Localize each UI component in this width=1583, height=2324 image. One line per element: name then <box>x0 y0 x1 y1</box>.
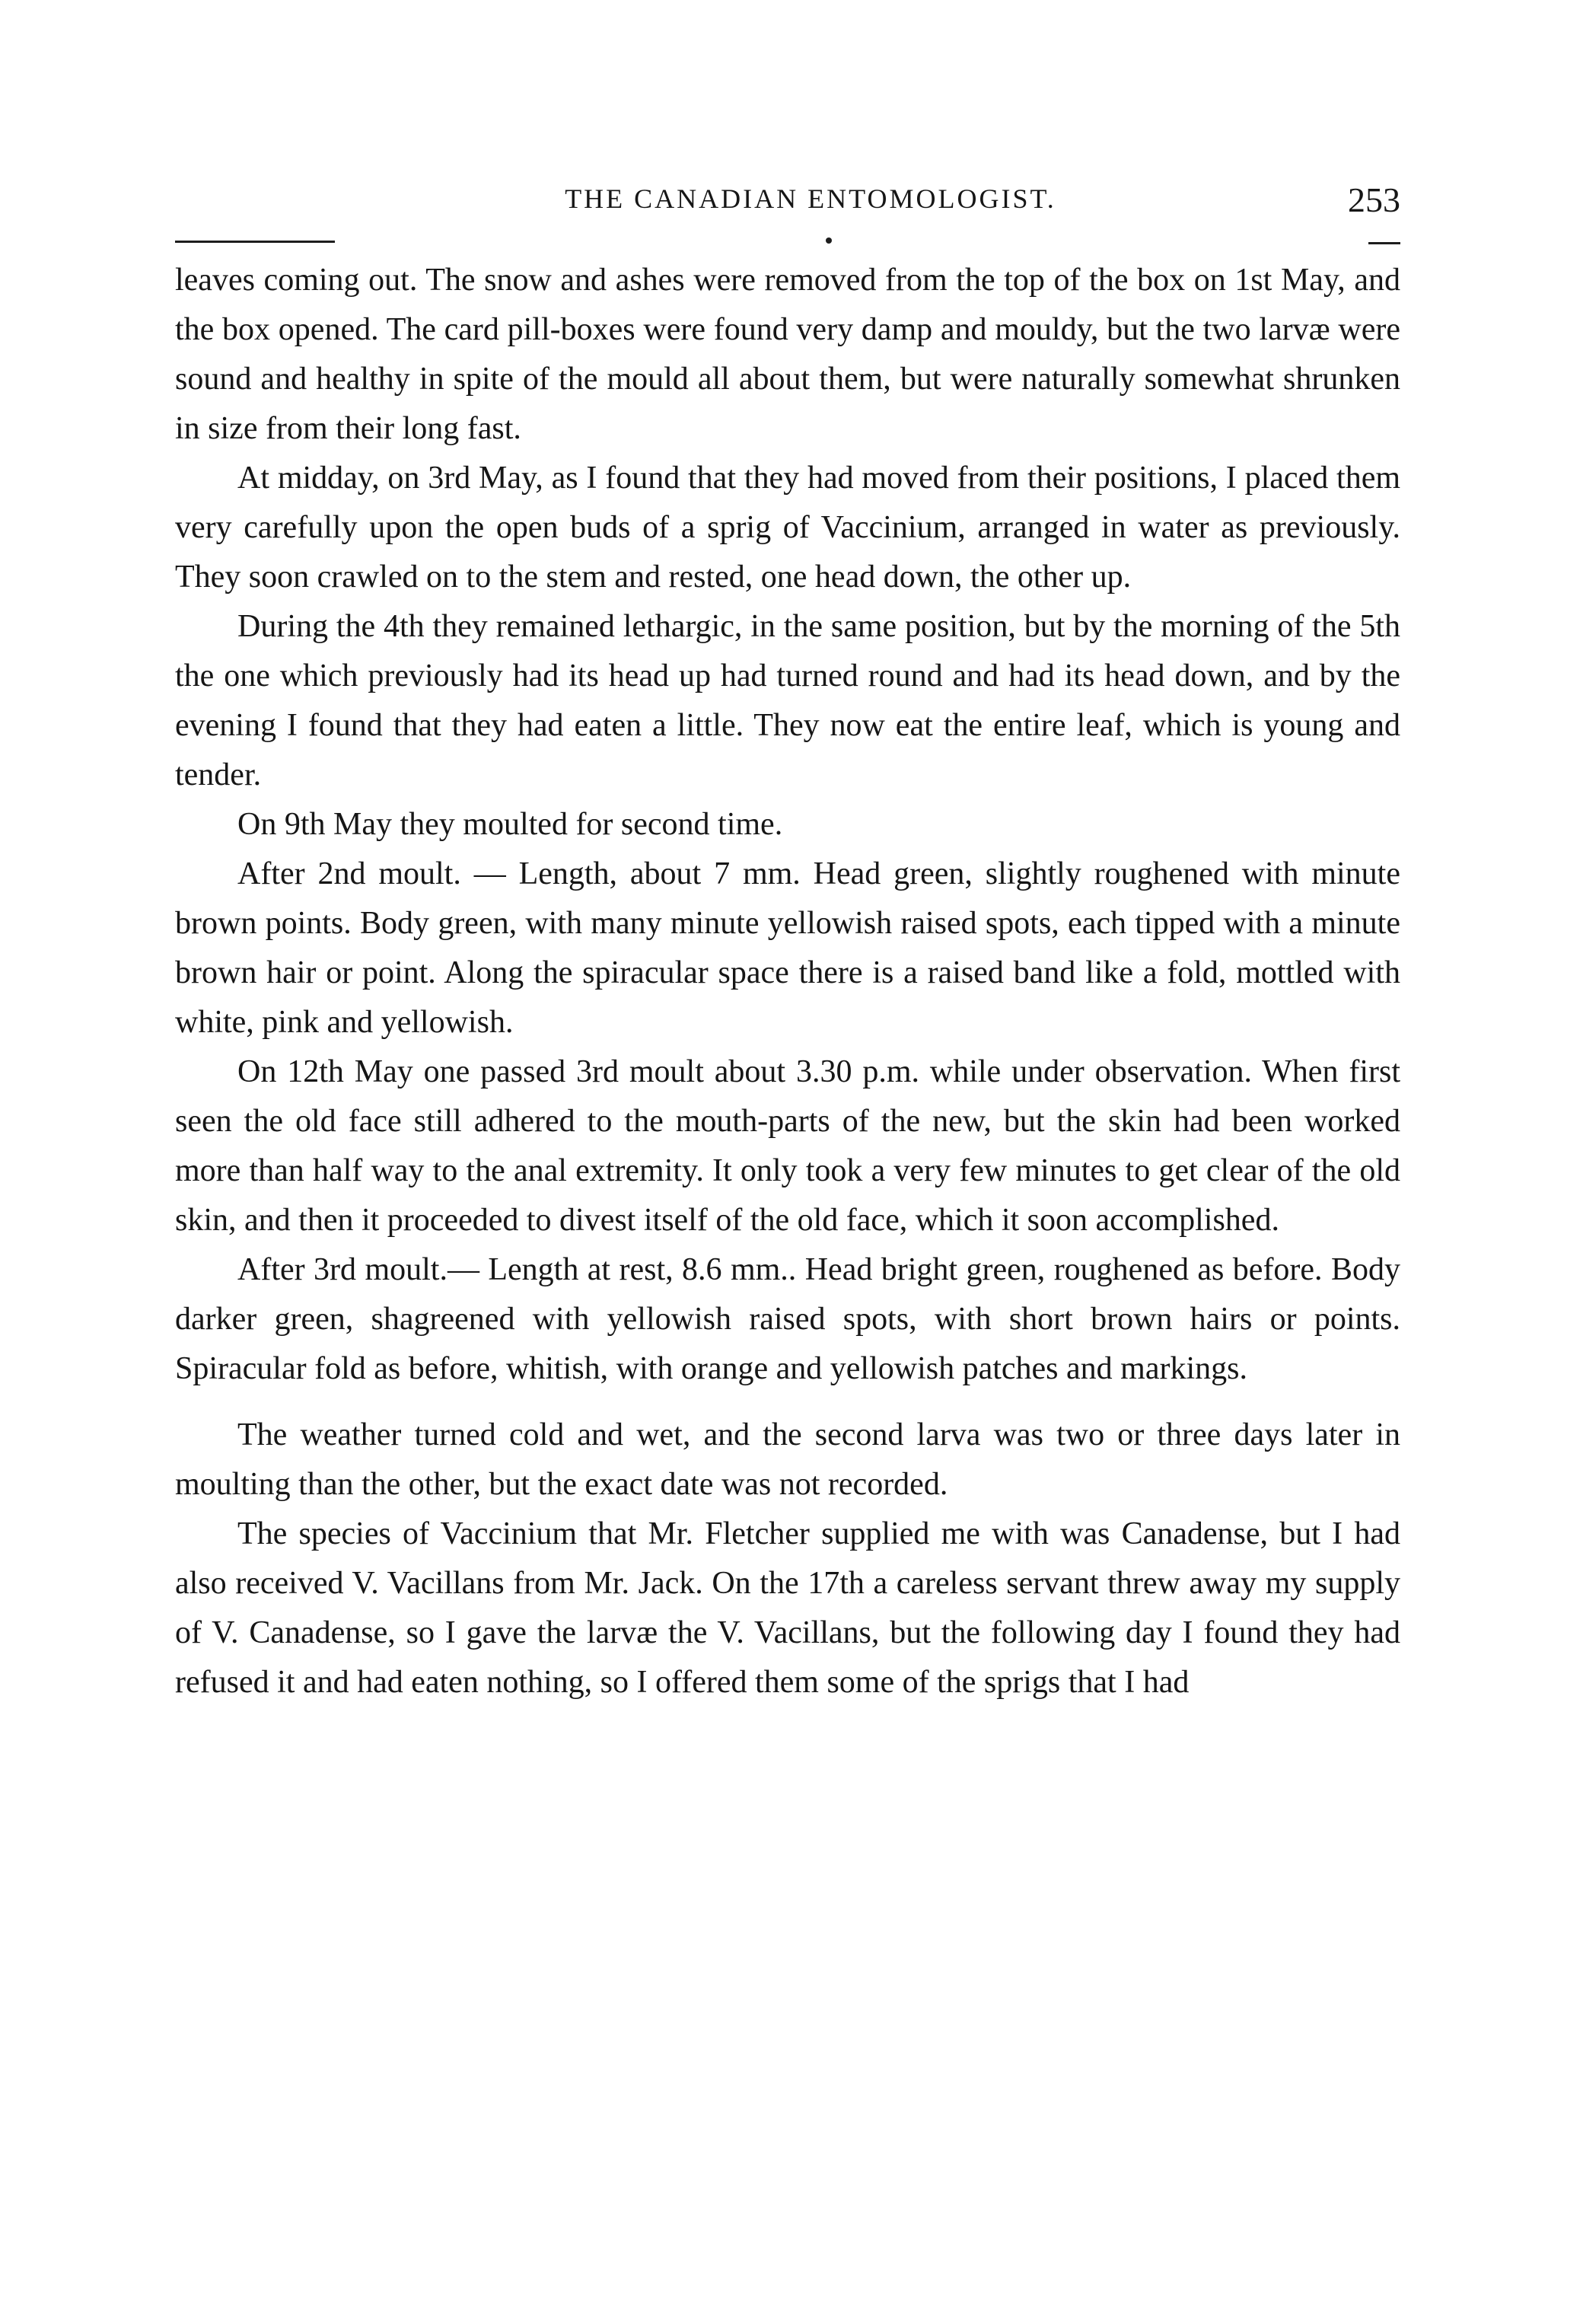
paragraph-lethargic: During the 4th they remained lethargic, in the same position, but by the morning of the 5th the one which previously had its head up had turned round and had its head down, and by the evening I found that they had eaten a little. They now eat the entire leaf, which is young and tender. <box>175 609 1400 792</box>
header-rule <box>175 234 1400 256</box>
running-header <box>175 180 1400 228</box>
header-rule-right <box>1368 242 1400 244</box>
book-page <box>175 180 1400 1707</box>
header-rule-dot <box>826 238 832 244</box>
header-rule-left <box>175 241 335 243</box>
page-number: 253 <box>1348 180 1400 219</box>
paragraph-third-moult: On 12th May one passed 3rd moult about 3.30 p.m. while under observation. When first seen the old face still adhered to the mouth-parts of the new, but the skin had been worked more than half way to the anal extremity. It only took a very few minutes to get clear of the old skin, and then it proceeded to divest itself of the old face, which it soon accomplished. <box>175 1054 1400 1238</box>
paragraph-vaccinium: The species of Vaccinium that Mr. Fletcher supplied me with was Canadense, but I had also received V. Vacillans from Mr. Jack. On the 17th a careless servant threw away my supply of V. Canadense, so I gave the larvæ the V. Vacillans, but the following day I found they had refused it and had eaten nothing, so I offered them some of the sprigs that I had <box>175 1516 1400 1700</box>
body-text <box>175 256 1400 1707</box>
paragraph-second-moult-date: On 9th May they moulted for second time. <box>237 807 783 842</box>
paragraph-continued: leaves coming out. The snow and ashes were removed from the top of the box on 1st May, and the box opened. The card pill-boxes were found very damp and mouldy, but the two larvæ were sound and healthy in spite of the mould all about them, but were naturally somewhat shrunken in size from their long fast. <box>175 263 1400 446</box>
paragraph-after-third-moult: After 3rd moult.— Length at rest, 8.6 mm.. Head bright green, roughened as before. Body darker green, shagreened with yellowish raised spots, with short brown hairs or points. Spiracular fold as before, whitish, with orange and yellowish patches and markings. <box>175 1252 1400 1386</box>
paragraph-midday: At midday, on 3rd May, as I found that they had moved from their positions, I placed them very carefully upon the open buds of a sprig of Vaccinium, arranged in water as previously. They soon crawled on to the stem and rested, one head down, the other up. <box>175 461 1400 595</box>
paragraph-after-second-moult: After 2nd moult. — Length, about 7 mm. Head green, slightly roughened with minute brown points. Body green, with many minute yellowish raised spots, each tipped with a minute brown hair or point. Along the spiracular space there is a raised band like a fold, mottled with white, pink and yellowish. <box>175 856 1400 1040</box>
paragraph-weather: The weather turned cold and wet, and the second larva was two or three days later in moulting than the other, but the exact date was not recorded. <box>175 1417 1400 1502</box>
running-title: THE CANADIAN ENTOMOLOGIST. <box>565 183 1056 214</box>
